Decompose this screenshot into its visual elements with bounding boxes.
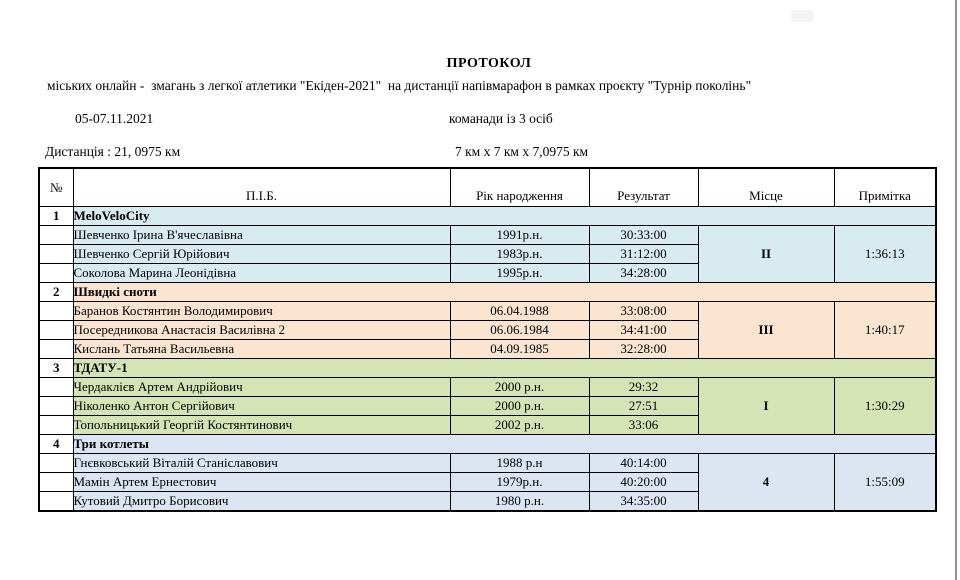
- place-cell: III: [698, 302, 834, 359]
- note-cell: 1:30:29: [834, 378, 936, 435]
- col-header-place: Місце: [698, 168, 834, 207]
- row-number-cell: [39, 473, 73, 492]
- event-dates: 05-07.11.2021: [75, 111, 154, 126]
- birth-cell: 06.06.1984: [450, 321, 589, 340]
- result-cell: 34:35:00: [589, 492, 698, 512]
- team-number-cell: 1: [39, 207, 73, 226]
- member-name-cell: Соколова Марина Леонідівна: [73, 264, 450, 283]
- note-cell: 1:55:09: [834, 454, 936, 512]
- result-cell: 34:28:00: [589, 264, 698, 283]
- row-number-cell: [39, 454, 73, 473]
- member-name-cell: Топольницький Георгій Костянтинович: [73, 416, 450, 435]
- row-number-cell: [39, 226, 73, 245]
- col-header-birth: Рік народження: [450, 168, 589, 207]
- birth-cell: 2002 р.н.: [450, 416, 589, 435]
- member-name-cell: Мамін Артем Ернестович: [73, 473, 450, 492]
- member-name-cell: Кислань Татьяна Васильевна: [73, 340, 450, 359]
- birth-cell: 1995р.н.: [450, 264, 589, 283]
- member-row: [39, 226, 936, 245]
- birth-cell: 06.04.1988: [450, 302, 589, 321]
- team-header-row: [39, 435, 936, 454]
- member-row: [39, 454, 936, 473]
- page-subtitle: міських онлайн - змагань з легкої атлетики "Екіден-2021" на дистанції напівмарафон в рамках проєкту "Турнір поколінь": [47, 78, 752, 93]
- team-name-cell: Швидкі сноти: [73, 283, 936, 302]
- row-number-cell: [39, 302, 73, 321]
- table-header-row: [39, 168, 936, 207]
- birth-cell: 04.09.1985: [450, 340, 589, 359]
- row-number-cell: [39, 321, 73, 340]
- result-cell: 29:32: [589, 378, 698, 397]
- col-header-result: Результат: [589, 168, 698, 207]
- row-number-cell: [39, 245, 73, 264]
- place-cell: I: [698, 378, 834, 435]
- member-name-cell: Гнєвковський Віталій Станіславович: [73, 454, 450, 473]
- scan-artifact: [791, 10, 813, 22]
- result-cell: 30:33:00: [589, 226, 698, 245]
- team-name-cell: MeloVeloCity: [73, 207, 936, 226]
- team-header-row: [39, 359, 936, 378]
- member-name-cell: Посередникова Анастасія Василівна 2: [73, 321, 450, 340]
- col-header-name: П.І.Б.: [73, 168, 450, 207]
- birth-cell: 2000 р.н.: [450, 397, 589, 416]
- distance-label: Дистанція : 21, 0975 км: [45, 144, 181, 159]
- member-name-cell: Шевченко Сергій Юрійович: [73, 245, 450, 264]
- results-table: [38, 167, 937, 512]
- col-header-note: Примітка: [834, 168, 936, 207]
- row-number-cell: [39, 416, 73, 435]
- team-name-cell: Три котлеты: [73, 435, 936, 454]
- team-size-note: команади із 3 осіб: [449, 111, 553, 126]
- note-cell: 1:40:17: [834, 302, 936, 359]
- row-number-cell: [39, 378, 73, 397]
- place-cell: II: [698, 226, 834, 283]
- team-number-cell: 2: [39, 283, 73, 302]
- row-number-cell: [39, 340, 73, 359]
- team-header-row: [39, 207, 936, 226]
- team-number-cell: 4: [39, 435, 73, 454]
- birth-cell: 1980 р.н.: [450, 492, 589, 512]
- result-cell: 33:08:00: [589, 302, 698, 321]
- result-cell: 34:41:00: [589, 321, 698, 340]
- birth-cell: 1991р.н.: [450, 226, 589, 245]
- result-cell: 27:51: [589, 397, 698, 416]
- team-name-cell: ТДАТУ-1: [73, 359, 936, 378]
- birth-cell: 1983р.н.: [450, 245, 589, 264]
- member-name-cell: Чердаклієв Артем Андрійович: [73, 378, 450, 397]
- place-cell: 4: [698, 454, 834, 512]
- page-edge-line: [955, 0, 957, 580]
- member-name-cell: Кутовий Дмитро Борисович: [73, 492, 450, 512]
- splits-label: 7 км х 7 км х 7,0975 км: [455, 144, 589, 159]
- row-number-cell: [39, 492, 73, 512]
- result-cell: 32:28:00: [589, 340, 698, 359]
- member-name-cell: Шевченко Ірина В'ячеславівна: [73, 226, 450, 245]
- team-header-row: [39, 283, 936, 302]
- member-row: [39, 378, 936, 397]
- result-cell: 40:14:00: [589, 454, 698, 473]
- member-name-cell: Ніколенко Антон Сергійович: [73, 397, 450, 416]
- birth-cell: 1979р.н.: [450, 473, 589, 492]
- birth-cell: 1988 р.н: [450, 454, 589, 473]
- page-title: ПРОТОКОЛ: [446, 56, 532, 71]
- result-cell: 40:20:00: [589, 473, 698, 492]
- member-name-cell: Баранов Костянтин Володимирович: [73, 302, 450, 321]
- team-number-cell: 3: [39, 359, 73, 378]
- note-cell: 1:36:13: [834, 226, 936, 283]
- member-row: [39, 302, 936, 321]
- row-number-cell: [39, 264, 73, 283]
- result-cell: 31:12:00: [589, 245, 698, 264]
- row-number-cell: [39, 397, 73, 416]
- result-cell: 33:06: [589, 416, 698, 435]
- birth-cell: 2000 р.н.: [450, 378, 589, 397]
- col-header-num: №: [39, 168, 73, 207]
